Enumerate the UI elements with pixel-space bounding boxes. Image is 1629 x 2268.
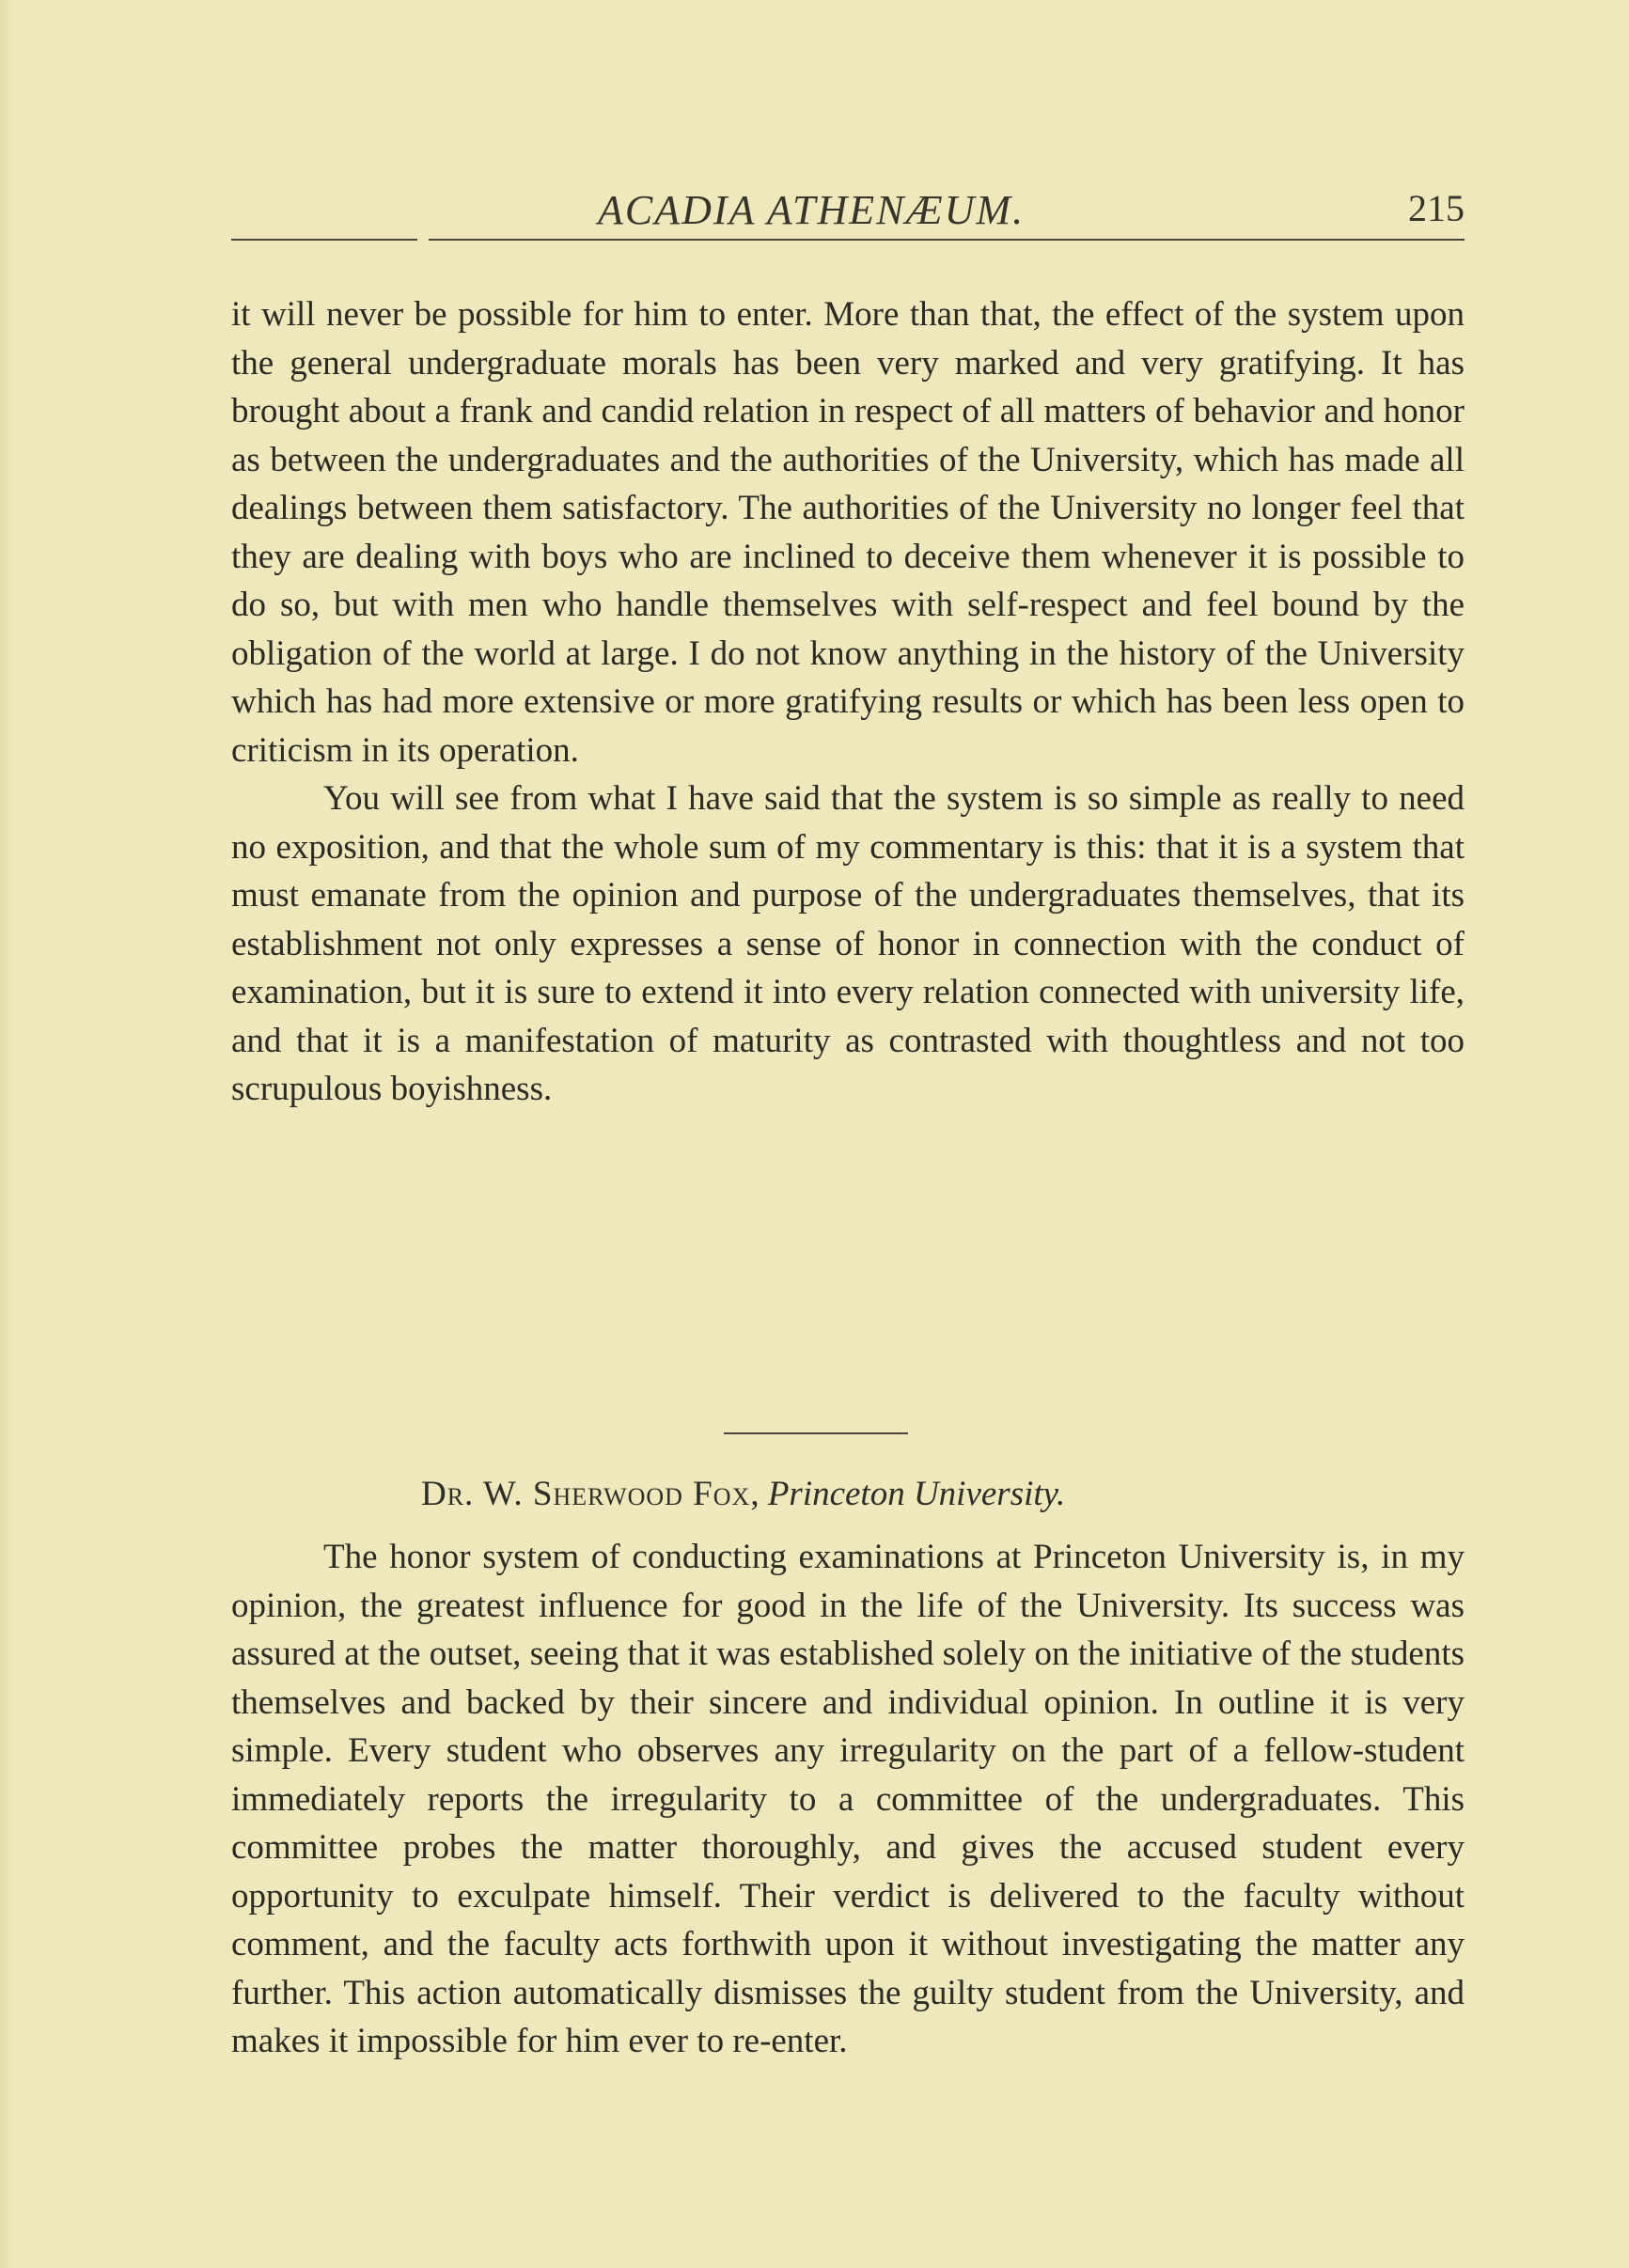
page-number: 215 (1408, 187, 1465, 229)
continued-paragraph: it will never be possible for him to enter. More than that, the effect of the system upon the general undergraduate morals has been very marked and very gratifying. It has brought about a frank and candid relation in respect of all matters of behavior and honor as between the undergraduates and the authorities of the University, which has made all dealings between them satisfactory. The authorities of the University no longer feel that they are dealing with boys who are inclined to deceive them whenever it is possible to do so, but with men who handle themselves with self-respect and feel bound by the obligation of the world at large. I do not know anything in the history of the University which has had more extensive or more gratifying results or which has been less open to criticism in its operation. (231, 295, 1465, 770)
section-separator (724, 1432, 908, 1434)
page-edge (0, 0, 13, 2268)
running-title: ACADIA ATHENÆUM. (598, 187, 1026, 233)
princeton-paragraph: The honor system of conducting examinations at Princeton University is, in my opinion, the greatest influence for good in the life of the University. Its success was assured at the outset, seeing that it was established solely on the initiative of the students themselves and backed by their sincere and individual opinion. In outline it is very simple. Every student who observes any irregularity on the part of a fellow-student immediately reports the irregularity to a committee of the undergraduates. This committee probes the matter thoroughly, and gives the accused student every opportunity to exculpate himself. Their verdict is delivered to the faculty without comment, and the faculty acts forthwith upon it without investigating the matter any further. This action automatically dismisses the guilty student from the University, and makes it impossible for him ever to re-enter. (231, 1538, 1465, 2060)
header-rule-left (231, 239, 417, 241)
section-1-body (231, 290, 1465, 1114)
header-rule-right (429, 239, 1465, 241)
summary-paragraph: You will see from what I have said that the system is so simple as really to need no exposition, and that the whole sum of my commentary is this: that it is a system that must emanate from the opinion and purpose of the undergraduates themselves, that its establishment not only expresses a sense of honor in connection with the conduct of examination, but it is sure to extend it into every relation connected with university life, and that it is a manifestation of maturity as contrasted with thoughtless and not too scrupulous boyishness. (231, 779, 1465, 1108)
page-header (231, 177, 1465, 242)
author-name: Dr. W. Sherwood Fox (421, 1475, 751, 1513)
section-2-body (231, 1533, 1465, 2066)
author-attribution: Dr. W. Sherwood Fox, Princeton University. (421, 1475, 1066, 1513)
author-affiliation: Princeton University. (767, 1475, 1066, 1513)
